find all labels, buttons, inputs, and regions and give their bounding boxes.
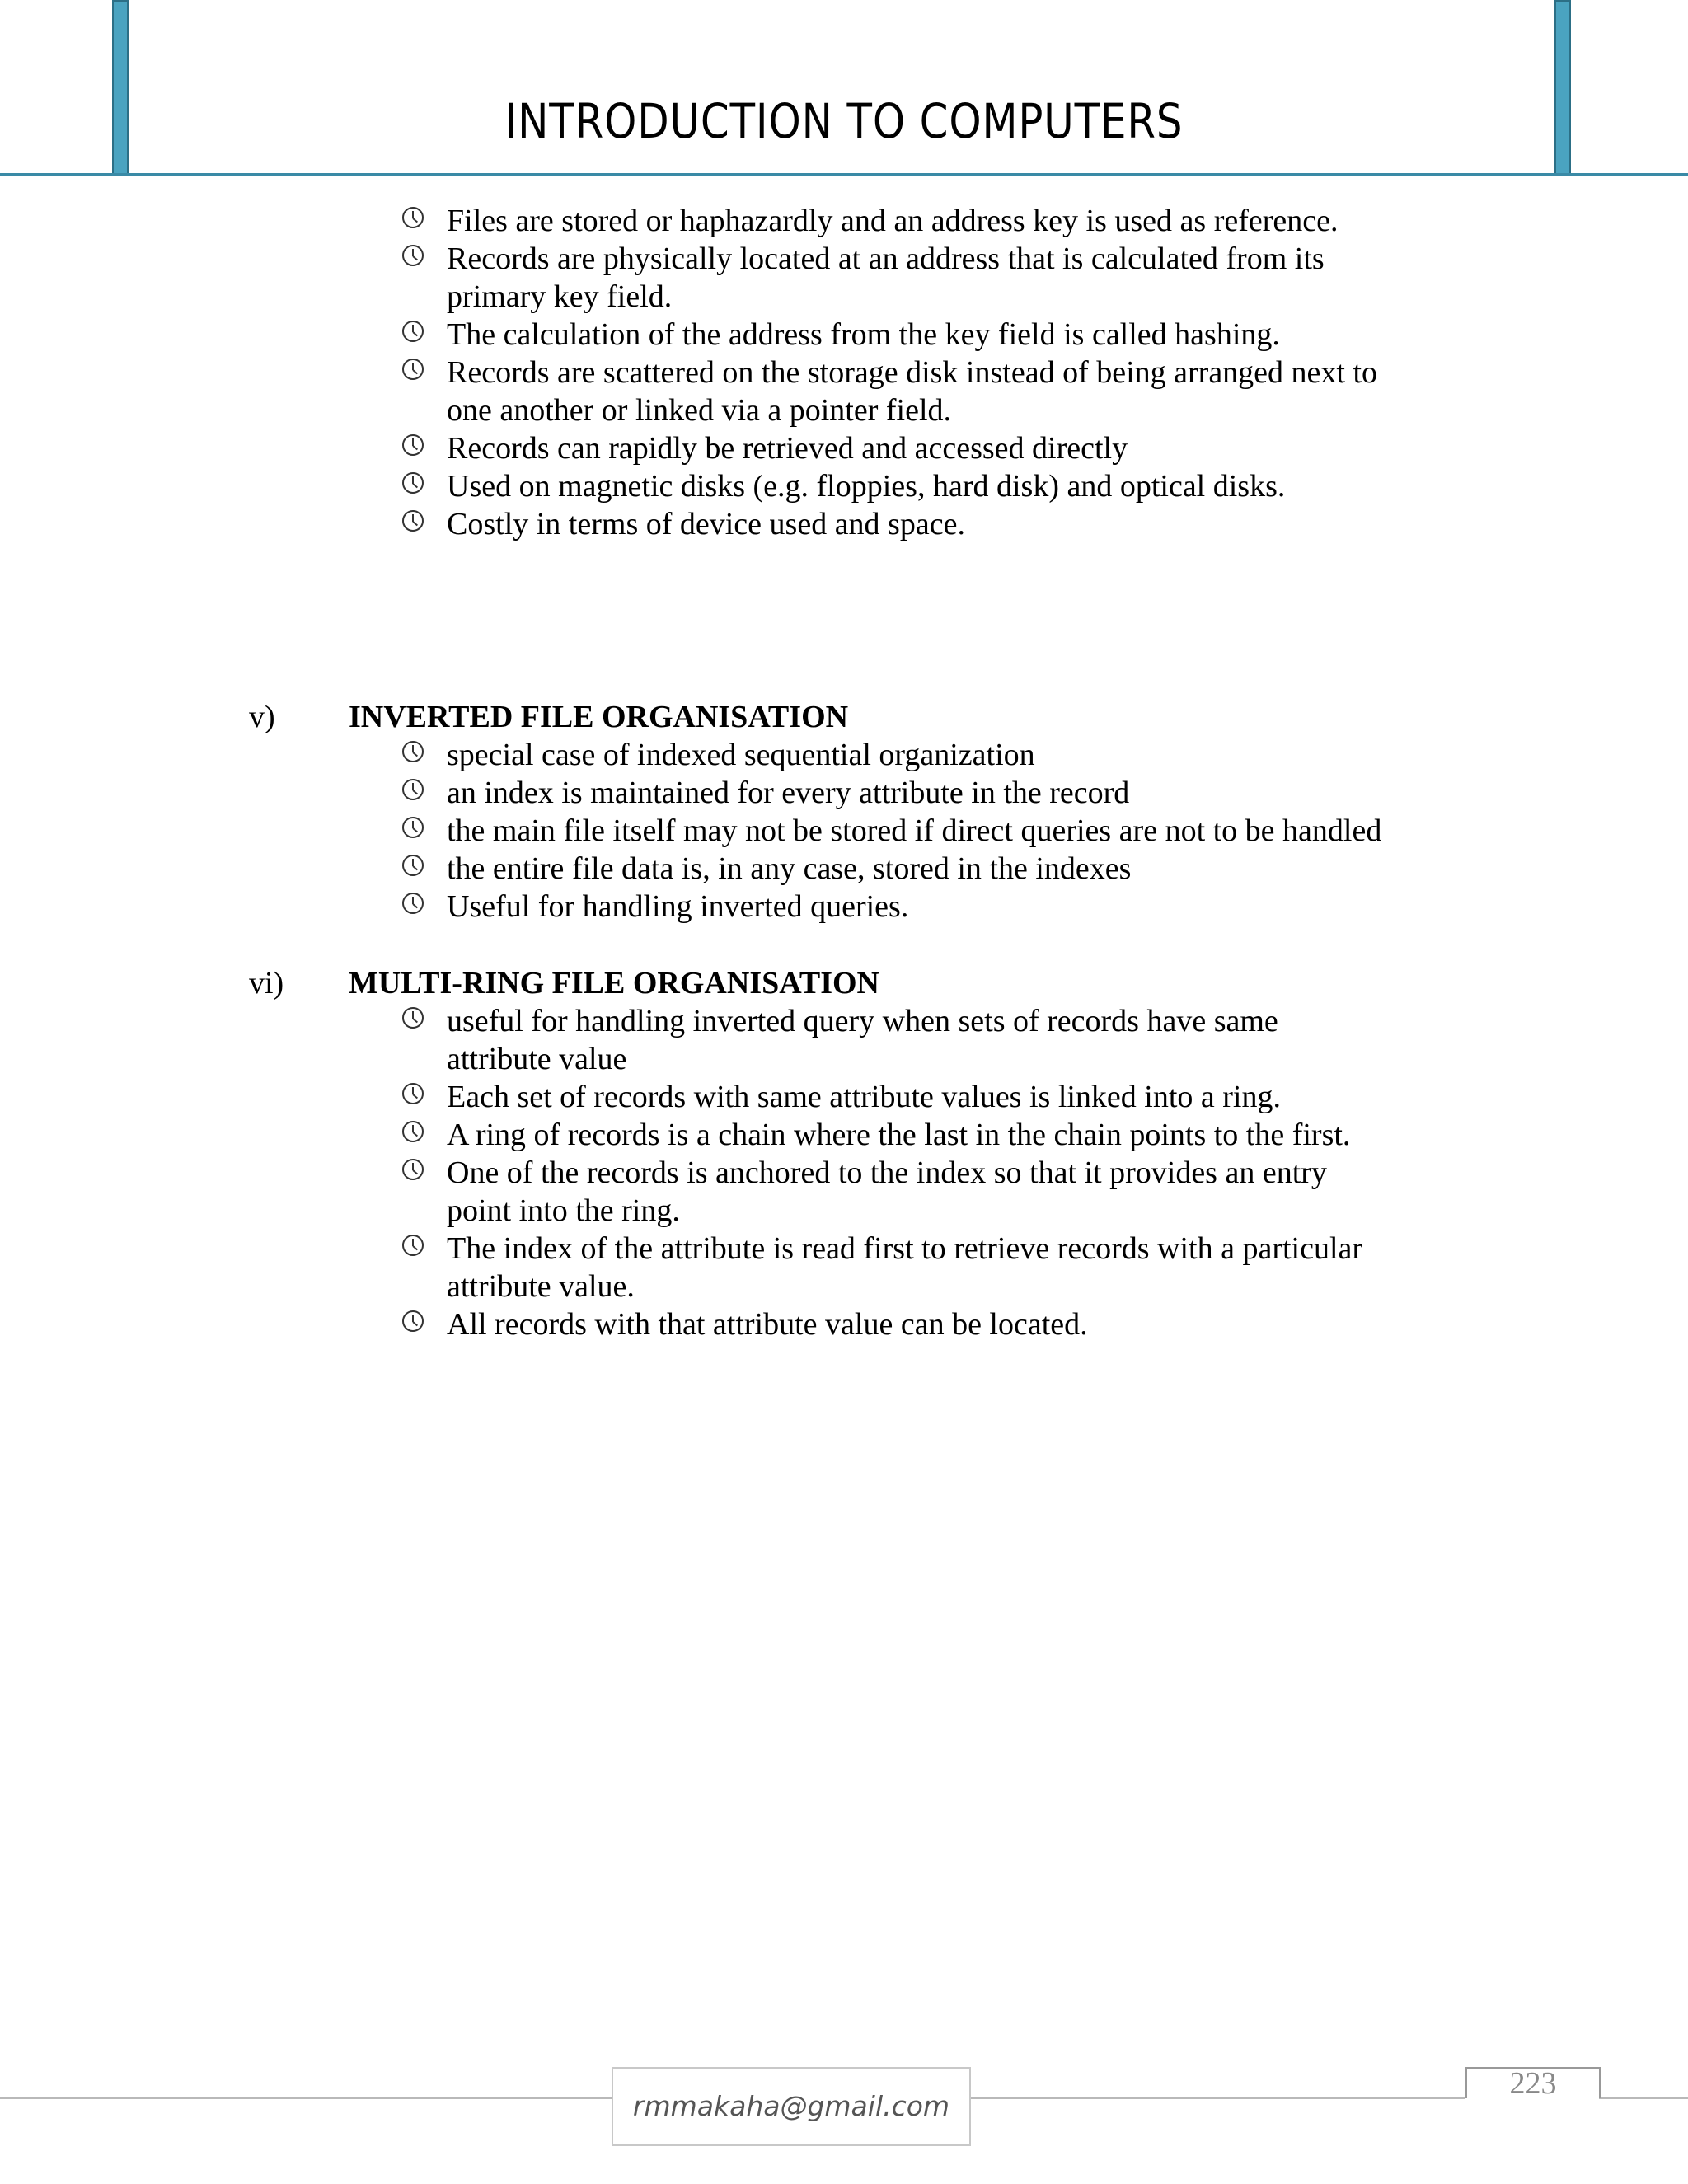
list-item: Files are stored or haphazardly and an address key is used as reference. (447, 204, 1339, 238)
bullet-icon (402, 434, 424, 456)
bullet-icon (402, 1083, 424, 1104)
header-rule (0, 173, 1688, 176)
header-accent-bar-right (1554, 0, 1571, 176)
bullet-icon (402, 779, 424, 800)
list-item: Records are physically located at an address that is calculated from its (447, 241, 1325, 276)
bullet-icon (402, 359, 424, 380)
section-heading: MULTI-RING FILE ORGANISATION (349, 966, 879, 1001)
bullet-icon (402, 1159, 424, 1180)
list-item-continuation: primary key field. (447, 279, 673, 314)
page-header-title: INTRODUCTION TO COMPUTERS (504, 93, 1184, 149)
section-heading: INVERTED FILE ORGANISATION (349, 700, 849, 734)
list-item: useful for handling inverted query when sets of records have same (447, 1004, 1278, 1038)
list-item: the entire file data is, in any case, stored in the indexes (447, 851, 1132, 886)
bullet-icon (402, 855, 424, 876)
list-item: Records are scattered on the storage disk instead of being arranged next to (447, 355, 1378, 390)
list-item: special case of indexed sequential organization (447, 738, 1035, 772)
list-item-continuation: attribute value (447, 1042, 627, 1076)
bullet-icon (402, 1235, 424, 1256)
list-item: Costly in terms of device used and space. (447, 507, 965, 541)
list-item: Records can rapidly be retrieved and accessed directly (447, 431, 1128, 466)
list-item: Useful for handling inverted queries. (447, 889, 909, 924)
bullet-icon (402, 1007, 424, 1029)
section-number: vi) (249, 966, 284, 1001)
list-item: One of the records is anchored to the index so that it provides an entry (447, 1155, 1327, 1190)
footer-rule-right (1599, 2097, 1688, 2099)
list-item: an index is maintained for every attribute in the record (447, 776, 1130, 810)
list-item-continuation: attribute value. (447, 1269, 635, 1304)
bullet-icon (402, 245, 424, 266)
list-item: Each set of records with same attribute values is linked into a ring. (447, 1080, 1281, 1114)
page-number: 223 (1465, 2067, 1601, 2098)
bullet-icon (402, 817, 424, 838)
list-item: A ring of records is a chain where the last in the chain points to the first. (447, 1118, 1351, 1152)
footer-rule-middle (971, 2097, 1465, 2099)
list-item: The index of the attribute is read first to retrieve records with a particular (447, 1231, 1363, 1266)
bullet-icon (402, 472, 424, 494)
footer-email: rmmakaha@gmail.com (612, 2067, 971, 2146)
bullet-icon (402, 1121, 424, 1142)
list-item-continuation: point into the ring. (447, 1193, 680, 1228)
section-number: v) (249, 700, 275, 734)
bullet-icon (402, 893, 424, 914)
bullet-icon (402, 510, 424, 532)
list-item: All records with that attribute value can be located. (447, 1307, 1088, 1342)
list-item-continuation: one another or linked via a pointer field. (447, 393, 952, 428)
list-item: Used on magnetic disks (e.g. floppies, hard disk) and optical disks. (447, 469, 1286, 504)
bullet-icon (402, 1310, 424, 1332)
footer-rule-left (0, 2097, 612, 2099)
list-item: the main file itself may not be stored if direct queries are not to be handled (447, 813, 1382, 848)
bullet-icon (402, 321, 424, 342)
list-item: The calculation of the address from the key field is called hashing. (447, 317, 1280, 352)
header-accent-bar-left (112, 0, 129, 176)
bullet-icon (402, 741, 424, 762)
bullet-icon (402, 207, 424, 228)
